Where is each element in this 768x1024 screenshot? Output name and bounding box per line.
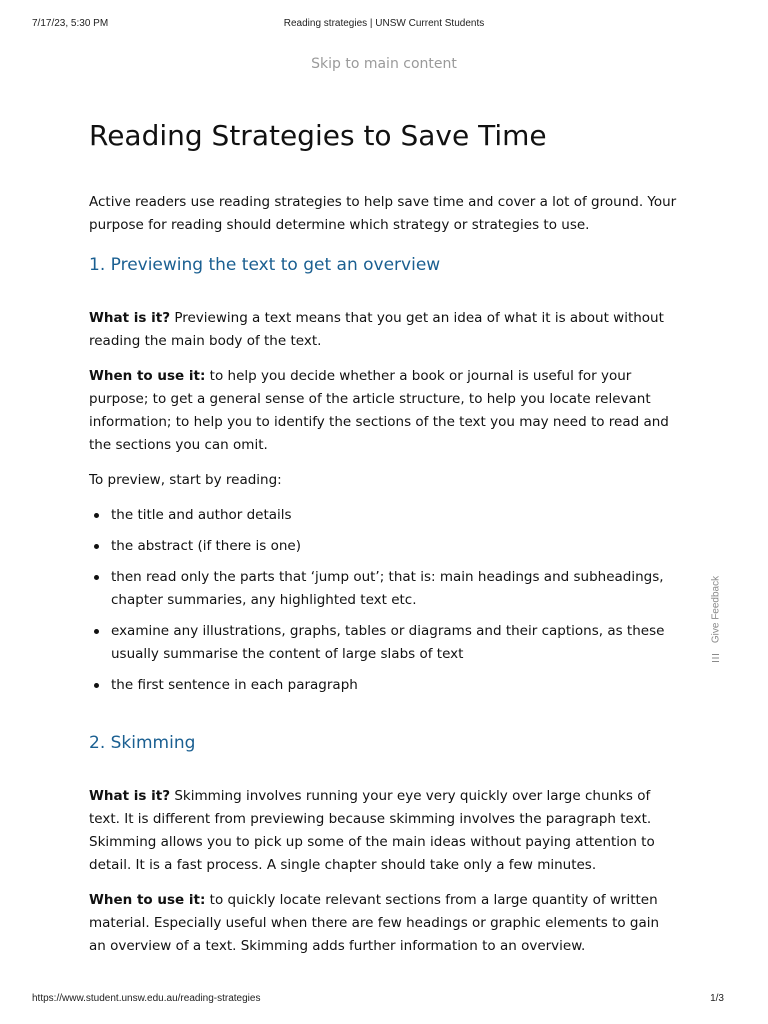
- preview-intro-paragraph: To preview, start by reading:: [89, 472, 282, 488]
- what-text: Previewing a text means that you get an idea of what it is about without reading the main body of the text.: [89, 310, 664, 349]
- when-label: When to use it:: [89, 892, 206, 908]
- intro-paragraph: Active readers use reading strategies to help save time and cover a lot of ground. Your purpose for reading should determine which strategy or strategies to use.: [89, 194, 677, 233]
- list-item: the first sentence in each paragraph: [111, 674, 679, 697]
- skimming-when-paragraph: [89, 889, 679, 958]
- when-label: When to use it:: [89, 368, 206, 384]
- print-footer: [0, 993, 768, 1007]
- print-url: https://www.student.unsw.edu.au/reading-strategies: [32, 993, 261, 1004]
- print-page-number: 1/3: [710, 993, 724, 1004]
- preview-bullet-list: [89, 504, 679, 697]
- main-content: [89, 116, 679, 958]
- previewing-when-paragraph: [89, 365, 679, 457]
- skip-to-main-content-link[interactable]: Skip to main content: [311, 56, 457, 72]
- list-item: the title and author details: [111, 504, 679, 527]
- print-datetime: 7/17/23, 5:30 PM: [32, 18, 109, 29]
- print-page-title: Reading strategies | UNSW Current Students: [283, 18, 485, 29]
- what-text: Skimming involves running your eye very quickly over large chunks of text. It is different from previewing because skimming involves the paragraph text. Skimming allows you to pick up some of the main ideas without paying attention to detail. It is a fast process. A single chapter should take only a few minutes.: [89, 788, 655, 873]
- previewing-what-paragraph: [89, 307, 679, 353]
- section-heading-previewing: 1. Previewing the text to get an overview: [89, 255, 441, 275]
- what-label: What is it?: [89, 788, 171, 804]
- list-item: then read only the parts that ‘jump out’; that is: main headings and subheadings, chapter summaries, any highlighted text etc.: [111, 566, 679, 612]
- section-heading-skimming: 2. Skimming: [89, 733, 196, 753]
- print-header: [0, 18, 768, 32]
- what-label: What is it?: [89, 310, 171, 326]
- when-text: to help you decide whether a book or journal is useful for your purpose; to get a general sense of the article structure, to help you locate relevant information; to help you to identify the sections of the text you may need to read and the sections you can omit.: [89, 368, 669, 453]
- when-text: to quickly locate relevant sections from a large quantity of written material. Especially useful when there are few headings or graphic elements to gain an overview of a text. Skimming adds further information to an overview.: [89, 892, 660, 954]
- give-feedback-label: Give Feedback: [710, 575, 722, 644]
- skimming-what-paragraph: [89, 785, 679, 877]
- give-feedback-tab[interactable]: [706, 570, 726, 666]
- feedback-icon: [712, 654, 719, 662]
- page-title: Reading Strategies to Save Time: [89, 119, 547, 152]
- list-item: the abstract (if there is one): [111, 535, 679, 558]
- list-item: examine any illustrations, graphs, tables or diagrams and their captions, as these usually summarise the content of large slabs of text: [111, 620, 679, 666]
